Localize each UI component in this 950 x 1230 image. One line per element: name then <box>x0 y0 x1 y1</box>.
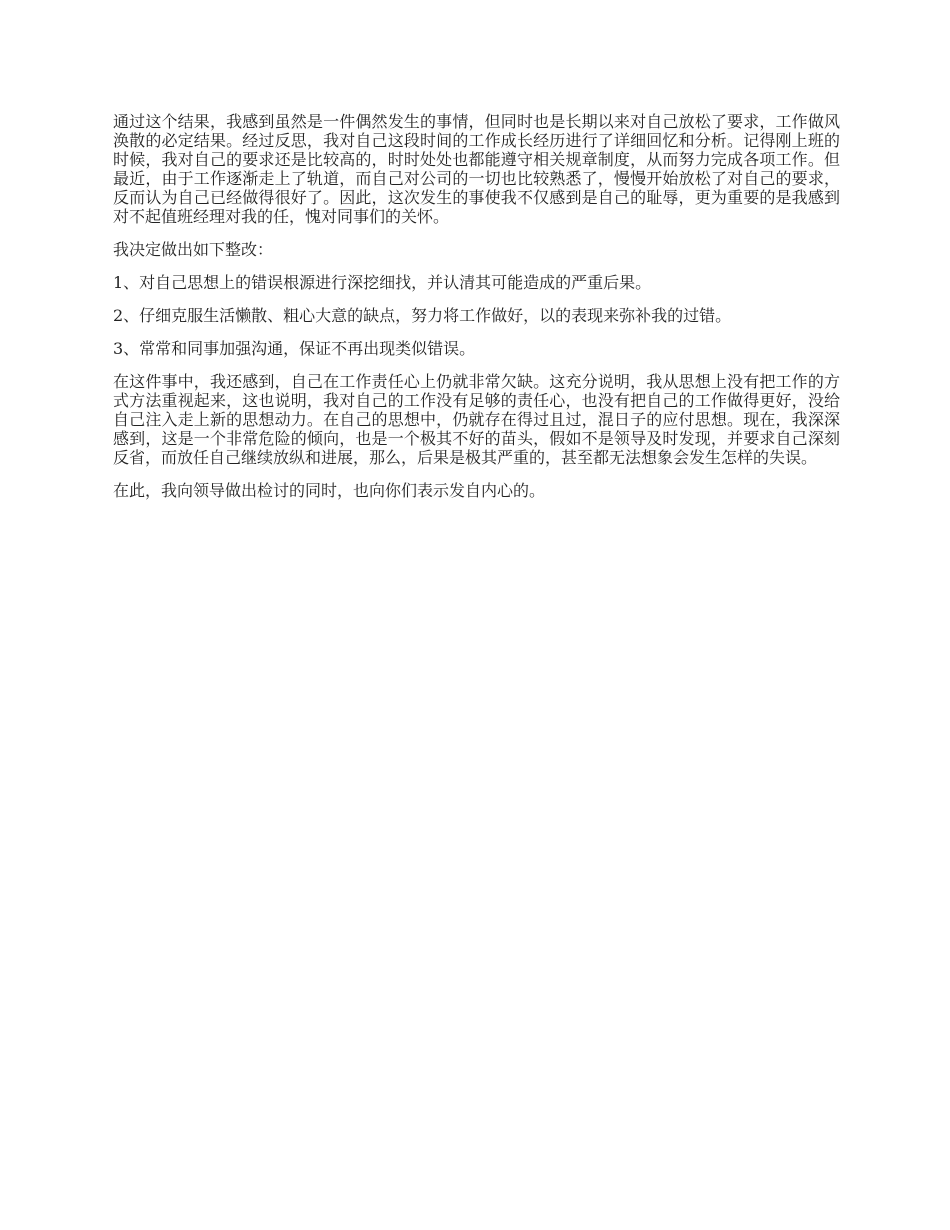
list-item-2: 2、仔细克服生活懒散、粗心大意的缺点，努力将工作做好，以的表现来弥补我的过错。 <box>113 306 732 325</box>
document-body <box>113 112 840 514</box>
paragraph-rectification-intro: 我决定做出如下整改： <box>113 240 274 259</box>
paragraph-responsibility: 在这件事中，我还感到，自己在工作责任心上仍就非常欠缺。这充分说明，我从思想上没有把工作的方式方法重视起来，这也说明，我对自己的工作没有足够的责任心，也没有把自己的工作做得更好，没给自己注入走上新的思想动力。在自己的思想中，仍就存在得过且过，混日子的应付思想。现在，我深深感到，这是一个非常危险的倾向，也是一个极其不好的苗头，假如不是领导及时发现，并要求自己深刻反省，而放任自己继续放纵和进展，那么，后果是极其严重的，甚至都无法想象会发生怎样的失误。 <box>113 372 840 467</box>
list-item-1: 1、对自己思想上的错误根源进行深挖细找，并认清其可能造成的严重后果。 <box>113 273 652 292</box>
list-item-3: 3、常常和同事加强沟通，保证不再出现类似错误。 <box>113 339 476 358</box>
paragraph-reflection: 通过这个结果，我感到虽然是一件偶然发生的事情，但同时也是长期以来对自己放松了要求，工作做风涣散的必定结果。经过反思，我对自己这段时间的工作成长经历进行了详细回忆和分析。记得刚上班的时候，我对自己的要求还是比较高的，时时处处也都能遵守相关规章制度，从而努力完成各项工作。但最近，由于工作逐渐走上了轨道，而自己对公司的一切也比较熟悉了，慢慢开始放松了对自己的要求，反而认为自己已经做得很好了。因此，这次发生的事使我不仅感到是自己的耻辱，更为重要的是我感到对不起值班经理对我的任，愧对同事们的关怀。 <box>113 112 840 226</box>
paragraph-closing: 在此，我向领导做出检讨的同时，也向你们表示发自内心的。 <box>113 481 546 500</box>
